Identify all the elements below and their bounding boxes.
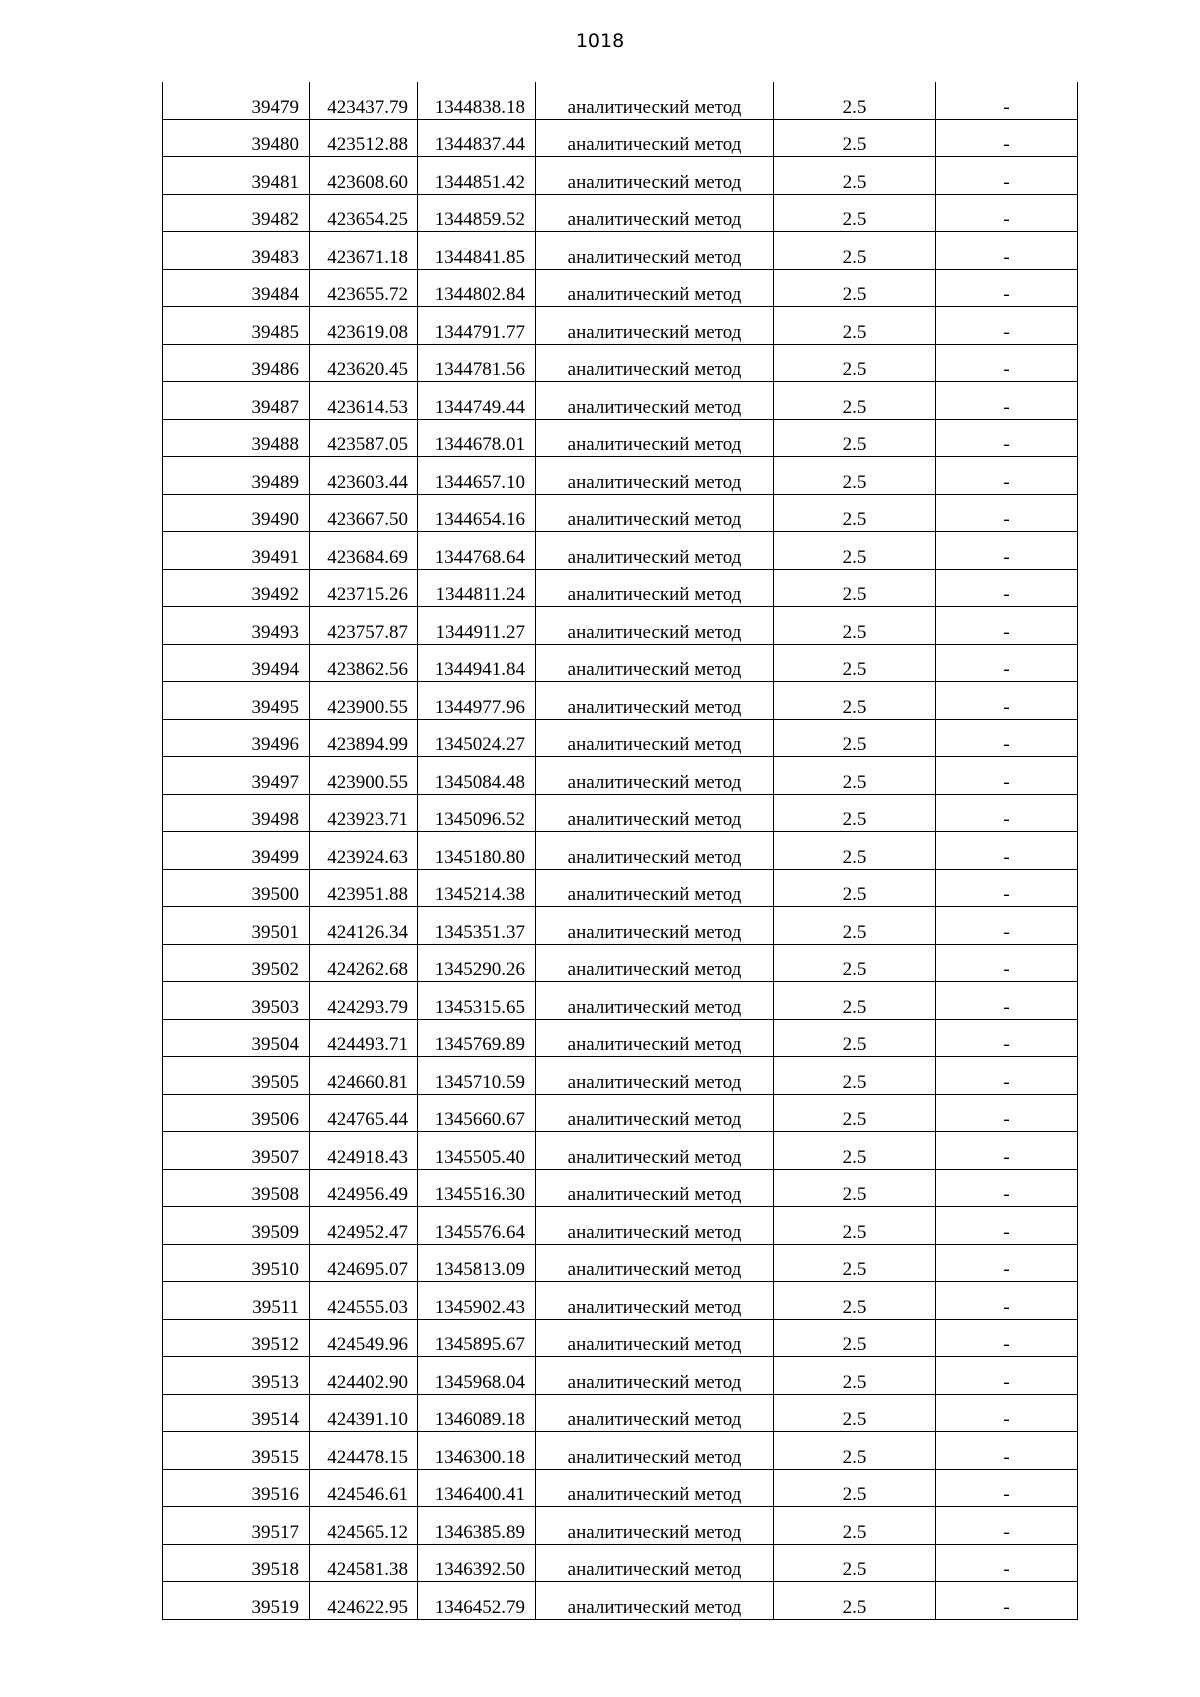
method-cell: аналитический метод	[536, 569, 774, 607]
method-cell: аналитический метод	[536, 907, 774, 945]
y-coordinate-cell: 1345660.67	[418, 1094, 536, 1132]
table-row	[163, 344, 1078, 382]
accuracy-cell: 2.5	[774, 344, 936, 382]
description-cell: -	[936, 457, 1078, 495]
method-cell: аналитический метод	[536, 194, 774, 232]
accuracy-cell: 2.5	[774, 532, 936, 570]
x-coordinate-cell: 424952.47	[310, 1207, 418, 1245]
point-number-cell: 39482	[163, 194, 310, 232]
method-cell: аналитический метод	[536, 419, 774, 457]
description-cell: -	[936, 982, 1078, 1020]
table-row	[163, 457, 1078, 495]
point-number-cell: 39480	[163, 119, 310, 157]
description-cell: -	[936, 607, 1078, 645]
table-row	[163, 532, 1078, 570]
x-coordinate-cell: 423512.88	[310, 119, 418, 157]
y-coordinate-cell: 1345769.89	[418, 1019, 536, 1057]
y-coordinate-cell: 1345180.80	[418, 832, 536, 870]
accuracy-cell: 2.5	[774, 757, 936, 795]
method-cell: аналитический метод	[536, 382, 774, 420]
x-coordinate-cell: 423671.18	[310, 232, 418, 270]
method-cell: аналитический метод	[536, 1432, 774, 1470]
description-cell: -	[936, 869, 1078, 907]
accuracy-cell: 2.5	[774, 194, 936, 232]
y-coordinate-cell: 1345290.26	[418, 944, 536, 982]
x-coordinate-cell: 423620.45	[310, 344, 418, 382]
y-coordinate-cell: 1344657.10	[418, 457, 536, 495]
x-coordinate-cell: 423587.05	[310, 419, 418, 457]
x-coordinate-cell: 424262.68	[310, 944, 418, 982]
point-number-cell: 39516	[163, 1469, 310, 1507]
accuracy-cell: 2.5	[774, 1244, 936, 1282]
x-coordinate-cell: 423437.79	[310, 82, 418, 119]
y-coordinate-cell: 1344781.56	[418, 344, 536, 382]
x-coordinate-cell: 424493.71	[310, 1019, 418, 1057]
table-row	[163, 269, 1078, 307]
method-cell: аналитический метод	[536, 1282, 774, 1320]
y-coordinate-cell: 1344768.64	[418, 532, 536, 570]
method-cell: аналитический метод	[536, 494, 774, 532]
description-cell: -	[936, 1094, 1078, 1132]
description-cell: -	[936, 1132, 1078, 1170]
y-coordinate-cell: 1344851.42	[418, 157, 536, 195]
accuracy-cell: 2.5	[774, 1394, 936, 1432]
point-number-cell: 39499	[163, 832, 310, 870]
table-row	[163, 869, 1078, 907]
x-coordinate-cell: 423608.60	[310, 157, 418, 195]
y-coordinate-cell: 1346089.18	[418, 1394, 536, 1432]
y-coordinate-cell: 1345968.04	[418, 1357, 536, 1395]
x-coordinate-cell: 424660.81	[310, 1057, 418, 1095]
accuracy-cell: 2.5	[774, 157, 936, 195]
method-cell: аналитический метод	[536, 1357, 774, 1395]
table-row	[163, 494, 1078, 532]
point-number-cell: 39513	[163, 1357, 310, 1395]
point-number-cell: 39515	[163, 1432, 310, 1470]
description-cell: -	[936, 1319, 1078, 1357]
y-coordinate-cell: 1345214.38	[418, 869, 536, 907]
x-coordinate-cell: 423684.69	[310, 532, 418, 570]
x-coordinate-cell: 424549.96	[310, 1319, 418, 1357]
method-cell: аналитический метод	[536, 1169, 774, 1207]
method-cell: аналитический метод	[536, 719, 774, 757]
y-coordinate-cell: 1345710.59	[418, 1057, 536, 1095]
y-coordinate-cell: 1345024.27	[418, 719, 536, 757]
accuracy-cell: 2.5	[774, 682, 936, 720]
point-number-cell: 39490	[163, 494, 310, 532]
x-coordinate-cell: 424565.12	[310, 1507, 418, 1545]
y-coordinate-cell: 1345084.48	[418, 757, 536, 795]
point-number-cell: 39485	[163, 307, 310, 345]
y-coordinate-cell: 1346400.41	[418, 1469, 536, 1507]
y-coordinate-cell: 1344749.44	[418, 382, 536, 420]
description-cell: -	[936, 757, 1078, 795]
page-number: 1018	[575, 30, 625, 52]
y-coordinate-cell: 1345813.09	[418, 1244, 536, 1282]
method-cell: аналитический метод	[536, 1394, 774, 1432]
method-cell: аналитический метод	[536, 869, 774, 907]
method-cell: аналитический метод	[536, 532, 774, 570]
point-number-cell: 39508	[163, 1169, 310, 1207]
table-row	[163, 682, 1078, 720]
description-cell: -	[936, 194, 1078, 232]
description-cell: -	[936, 1544, 1078, 1582]
description-cell: -	[936, 1019, 1078, 1057]
description-cell: -	[936, 382, 1078, 420]
point-number-cell: 39496	[163, 719, 310, 757]
point-number-cell: 39493	[163, 607, 310, 645]
description-cell: -	[936, 719, 1078, 757]
table-row	[163, 794, 1078, 832]
table-row	[163, 232, 1078, 270]
x-coordinate-cell: 424918.43	[310, 1132, 418, 1170]
table-row	[163, 1019, 1078, 1057]
accuracy-cell: 2.5	[774, 569, 936, 607]
accuracy-cell: 2.5	[774, 1019, 936, 1057]
y-coordinate-cell: 1345895.67	[418, 1319, 536, 1357]
accuracy-cell: 2.5	[774, 1094, 936, 1132]
accuracy-cell: 2.5	[774, 419, 936, 457]
x-coordinate-cell: 424622.95	[310, 1582, 418, 1620]
y-coordinate-cell: 1344841.85	[418, 232, 536, 270]
x-coordinate-cell: 423900.55	[310, 757, 418, 795]
accuracy-cell: 2.5	[774, 1207, 936, 1245]
y-coordinate-cell: 1346385.89	[418, 1507, 536, 1545]
point-number-cell: 39511	[163, 1282, 310, 1320]
point-number-cell: 39497	[163, 757, 310, 795]
description-cell: -	[936, 907, 1078, 945]
coordinates-table-body	[163, 82, 1078, 1619]
table-row	[163, 82, 1078, 119]
method-cell: аналитический метод	[536, 1132, 774, 1170]
coordinates-table	[162, 82, 1078, 1620]
description-cell: -	[936, 307, 1078, 345]
table-row	[163, 1394, 1078, 1432]
x-coordinate-cell: 423619.08	[310, 307, 418, 345]
x-coordinate-cell: 423614.53	[310, 382, 418, 420]
y-coordinate-cell: 1344791.77	[418, 307, 536, 345]
accuracy-cell: 2.5	[774, 944, 936, 982]
accuracy-cell: 2.5	[774, 644, 936, 682]
y-coordinate-cell: 1345096.52	[418, 794, 536, 832]
description-cell: -	[936, 569, 1078, 607]
method-cell: аналитический метод	[536, 232, 774, 270]
table-row	[163, 832, 1078, 870]
accuracy-cell: 2.5	[774, 382, 936, 420]
point-number-cell: 39489	[163, 457, 310, 495]
y-coordinate-cell: 1345351.37	[418, 907, 536, 945]
point-number-cell: 39517	[163, 1507, 310, 1545]
table-row	[163, 944, 1078, 982]
point-number-cell: 39488	[163, 419, 310, 457]
description-cell: -	[936, 1057, 1078, 1095]
x-coordinate-cell: 423603.44	[310, 457, 418, 495]
description-cell: -	[936, 1244, 1078, 1282]
point-number-cell: 39494	[163, 644, 310, 682]
point-number-cell: 39484	[163, 269, 310, 307]
x-coordinate-cell: 424293.79	[310, 982, 418, 1020]
accuracy-cell: 2.5	[774, 1469, 936, 1507]
method-cell: аналитический метод	[536, 119, 774, 157]
accuracy-cell: 2.5	[774, 232, 936, 270]
accuracy-cell: 2.5	[774, 1057, 936, 1095]
description-cell: -	[936, 1169, 1078, 1207]
y-coordinate-cell: 1345576.64	[418, 1207, 536, 1245]
table-row	[163, 1207, 1078, 1245]
table-row	[163, 1319, 1078, 1357]
method-cell: аналитический метод	[536, 644, 774, 682]
accuracy-cell: 2.5	[774, 794, 936, 832]
table-row	[163, 719, 1078, 757]
y-coordinate-cell: 1345315.65	[418, 982, 536, 1020]
method-cell: аналитический метод	[536, 1094, 774, 1132]
point-number-cell: 39481	[163, 157, 310, 195]
y-coordinate-cell: 1344811.24	[418, 569, 536, 607]
point-number-cell: 39518	[163, 1544, 310, 1582]
accuracy-cell: 2.5	[774, 82, 936, 119]
x-coordinate-cell: 423862.56	[310, 644, 418, 682]
point-number-cell: 39502	[163, 944, 310, 982]
table-row	[163, 757, 1078, 795]
y-coordinate-cell: 1344802.84	[418, 269, 536, 307]
description-cell: -	[936, 1282, 1078, 1320]
method-cell: аналитический метод	[536, 307, 774, 345]
table-row	[163, 157, 1078, 195]
y-coordinate-cell: 1345516.30	[418, 1169, 536, 1207]
method-cell: аналитический метод	[536, 682, 774, 720]
method-cell: аналитический метод	[536, 1507, 774, 1545]
description-cell: -	[936, 419, 1078, 457]
method-cell: аналитический метод	[536, 1582, 774, 1620]
table-row	[163, 1582, 1078, 1620]
table-row	[163, 1132, 1078, 1170]
x-coordinate-cell: 423715.26	[310, 569, 418, 607]
accuracy-cell: 2.5	[774, 269, 936, 307]
method-cell: аналитический метод	[536, 1319, 774, 1357]
y-coordinate-cell: 1344941.84	[418, 644, 536, 682]
x-coordinate-cell: 424402.90	[310, 1357, 418, 1395]
y-coordinate-cell: 1344977.96	[418, 682, 536, 720]
point-number-cell: 39510	[163, 1244, 310, 1282]
y-coordinate-cell: 1344859.52	[418, 194, 536, 232]
y-coordinate-cell: 1345505.40	[418, 1132, 536, 1170]
method-cell: аналитический метод	[536, 944, 774, 982]
table-row	[163, 1507, 1078, 1545]
y-coordinate-cell: 1344654.16	[418, 494, 536, 532]
description-cell: -	[936, 1394, 1078, 1432]
method-cell: аналитический метод	[536, 1544, 774, 1582]
description-cell: -	[936, 1357, 1078, 1395]
x-coordinate-cell: 424391.10	[310, 1394, 418, 1432]
accuracy-cell: 2.5	[774, 1169, 936, 1207]
table-row	[163, 419, 1078, 457]
method-cell: аналитический метод	[536, 157, 774, 195]
table-row	[163, 382, 1078, 420]
method-cell: аналитический метод	[536, 982, 774, 1020]
method-cell: аналитический метод	[536, 794, 774, 832]
method-cell: аналитический метод	[536, 607, 774, 645]
x-coordinate-cell: 424956.49	[310, 1169, 418, 1207]
accuracy-cell: 2.5	[774, 307, 936, 345]
accuracy-cell: 2.5	[774, 1132, 936, 1170]
point-number-cell: 39504	[163, 1019, 310, 1057]
method-cell: аналитический метод	[536, 832, 774, 870]
table-row	[163, 644, 1078, 682]
method-cell: аналитический метод	[536, 269, 774, 307]
method-cell: аналитический метод	[536, 1057, 774, 1095]
x-coordinate-cell: 423655.72	[310, 269, 418, 307]
method-cell: аналитический метод	[536, 1244, 774, 1282]
description-cell: -	[936, 1469, 1078, 1507]
point-number-cell: 39479	[163, 82, 310, 119]
x-coordinate-cell: 423654.25	[310, 194, 418, 232]
table-row	[163, 1169, 1078, 1207]
table-row	[163, 1544, 1078, 1582]
table-row	[163, 194, 1078, 232]
x-coordinate-cell: 423923.71	[310, 794, 418, 832]
point-number-cell: 39505	[163, 1057, 310, 1095]
point-number-cell: 39495	[163, 682, 310, 720]
table-row	[163, 1357, 1078, 1395]
point-number-cell: 39503	[163, 982, 310, 1020]
point-number-cell: 39506	[163, 1094, 310, 1132]
x-coordinate-cell: 423667.50	[310, 494, 418, 532]
y-coordinate-cell: 1344837.44	[418, 119, 536, 157]
x-coordinate-cell: 424478.15	[310, 1432, 418, 1470]
point-number-cell: 39486	[163, 344, 310, 382]
description-cell: -	[936, 644, 1078, 682]
x-coordinate-cell: 423894.99	[310, 719, 418, 757]
description-cell: -	[936, 344, 1078, 382]
accuracy-cell: 2.5	[774, 719, 936, 757]
accuracy-cell: 2.5	[774, 1319, 936, 1357]
accuracy-cell: 2.5	[774, 1432, 936, 1470]
accuracy-cell: 2.5	[774, 1507, 936, 1545]
x-coordinate-cell: 424581.38	[310, 1544, 418, 1582]
x-coordinate-cell: 423924.63	[310, 832, 418, 870]
table-row	[163, 907, 1078, 945]
description-cell: -	[936, 157, 1078, 195]
table-row	[163, 607, 1078, 645]
method-cell: аналитический метод	[536, 757, 774, 795]
description-cell: -	[936, 1507, 1078, 1545]
description-cell: -	[936, 1582, 1078, 1620]
x-coordinate-cell: 424546.61	[310, 1469, 418, 1507]
point-number-cell: 39498	[163, 794, 310, 832]
description-cell: -	[936, 232, 1078, 270]
description-cell: -	[936, 794, 1078, 832]
description-cell: -	[936, 682, 1078, 720]
point-number-cell: 39512	[163, 1319, 310, 1357]
description-cell: -	[936, 1207, 1078, 1245]
y-coordinate-cell: 1345902.43	[418, 1282, 536, 1320]
table-row	[163, 1432, 1078, 1470]
x-coordinate-cell: 423951.88	[310, 869, 418, 907]
point-number-cell: 39509	[163, 1207, 310, 1245]
accuracy-cell: 2.5	[774, 832, 936, 870]
method-cell: аналитический метод	[536, 344, 774, 382]
point-number-cell: 39519	[163, 1582, 310, 1620]
point-number-cell: 39491	[163, 532, 310, 570]
accuracy-cell: 2.5	[774, 457, 936, 495]
accuracy-cell: 2.5	[774, 119, 936, 157]
method-cell: аналитический метод	[536, 82, 774, 119]
table-row	[163, 307, 1078, 345]
description-cell: -	[936, 944, 1078, 982]
x-coordinate-cell: 424695.07	[310, 1244, 418, 1282]
point-number-cell: 39483	[163, 232, 310, 270]
x-coordinate-cell: 424765.44	[310, 1094, 418, 1132]
table-row	[163, 119, 1078, 157]
y-coordinate-cell: 1346300.18	[418, 1432, 536, 1470]
table-row	[163, 1282, 1078, 1320]
y-coordinate-cell: 1344678.01	[418, 419, 536, 457]
method-cell: аналитический метод	[536, 1469, 774, 1507]
accuracy-cell: 2.5	[774, 1357, 936, 1395]
point-number-cell: 39500	[163, 869, 310, 907]
table-row	[163, 569, 1078, 607]
y-coordinate-cell: 1344838.18	[418, 82, 536, 119]
point-number-cell: 39487	[163, 382, 310, 420]
table-row	[163, 982, 1078, 1020]
x-coordinate-cell: 423757.87	[310, 607, 418, 645]
point-number-cell: 39501	[163, 907, 310, 945]
accuracy-cell: 2.5	[774, 869, 936, 907]
y-coordinate-cell: 1346452.79	[418, 1582, 536, 1620]
y-coordinate-cell: 1346392.50	[418, 1544, 536, 1582]
table-row	[163, 1094, 1078, 1132]
description-cell: -	[936, 269, 1078, 307]
description-cell: -	[936, 832, 1078, 870]
accuracy-cell: 2.5	[774, 494, 936, 532]
description-cell: -	[936, 532, 1078, 570]
method-cell: аналитический метод	[536, 457, 774, 495]
x-coordinate-cell: 424555.03	[310, 1282, 418, 1320]
accuracy-cell: 2.5	[774, 1282, 936, 1320]
accuracy-cell: 2.5	[774, 1582, 936, 1620]
table-row	[163, 1469, 1078, 1507]
description-cell: -	[936, 494, 1078, 532]
point-number-cell: 39507	[163, 1132, 310, 1170]
x-coordinate-cell: 424126.34	[310, 907, 418, 945]
method-cell: аналитический метод	[536, 1019, 774, 1057]
accuracy-cell: 2.5	[774, 1544, 936, 1582]
description-cell: -	[936, 1432, 1078, 1470]
method-cell: аналитический метод	[536, 1207, 774, 1245]
description-cell: -	[936, 82, 1078, 119]
y-coordinate-cell: 1344911.27	[418, 607, 536, 645]
table-row	[163, 1057, 1078, 1095]
accuracy-cell: 2.5	[774, 982, 936, 1020]
point-number-cell: 39514	[163, 1394, 310, 1432]
point-number-cell: 39492	[163, 569, 310, 607]
x-coordinate-cell: 423900.55	[310, 682, 418, 720]
accuracy-cell: 2.5	[774, 607, 936, 645]
accuracy-cell: 2.5	[774, 907, 936, 945]
table-row	[163, 1244, 1078, 1282]
description-cell: -	[936, 119, 1078, 157]
